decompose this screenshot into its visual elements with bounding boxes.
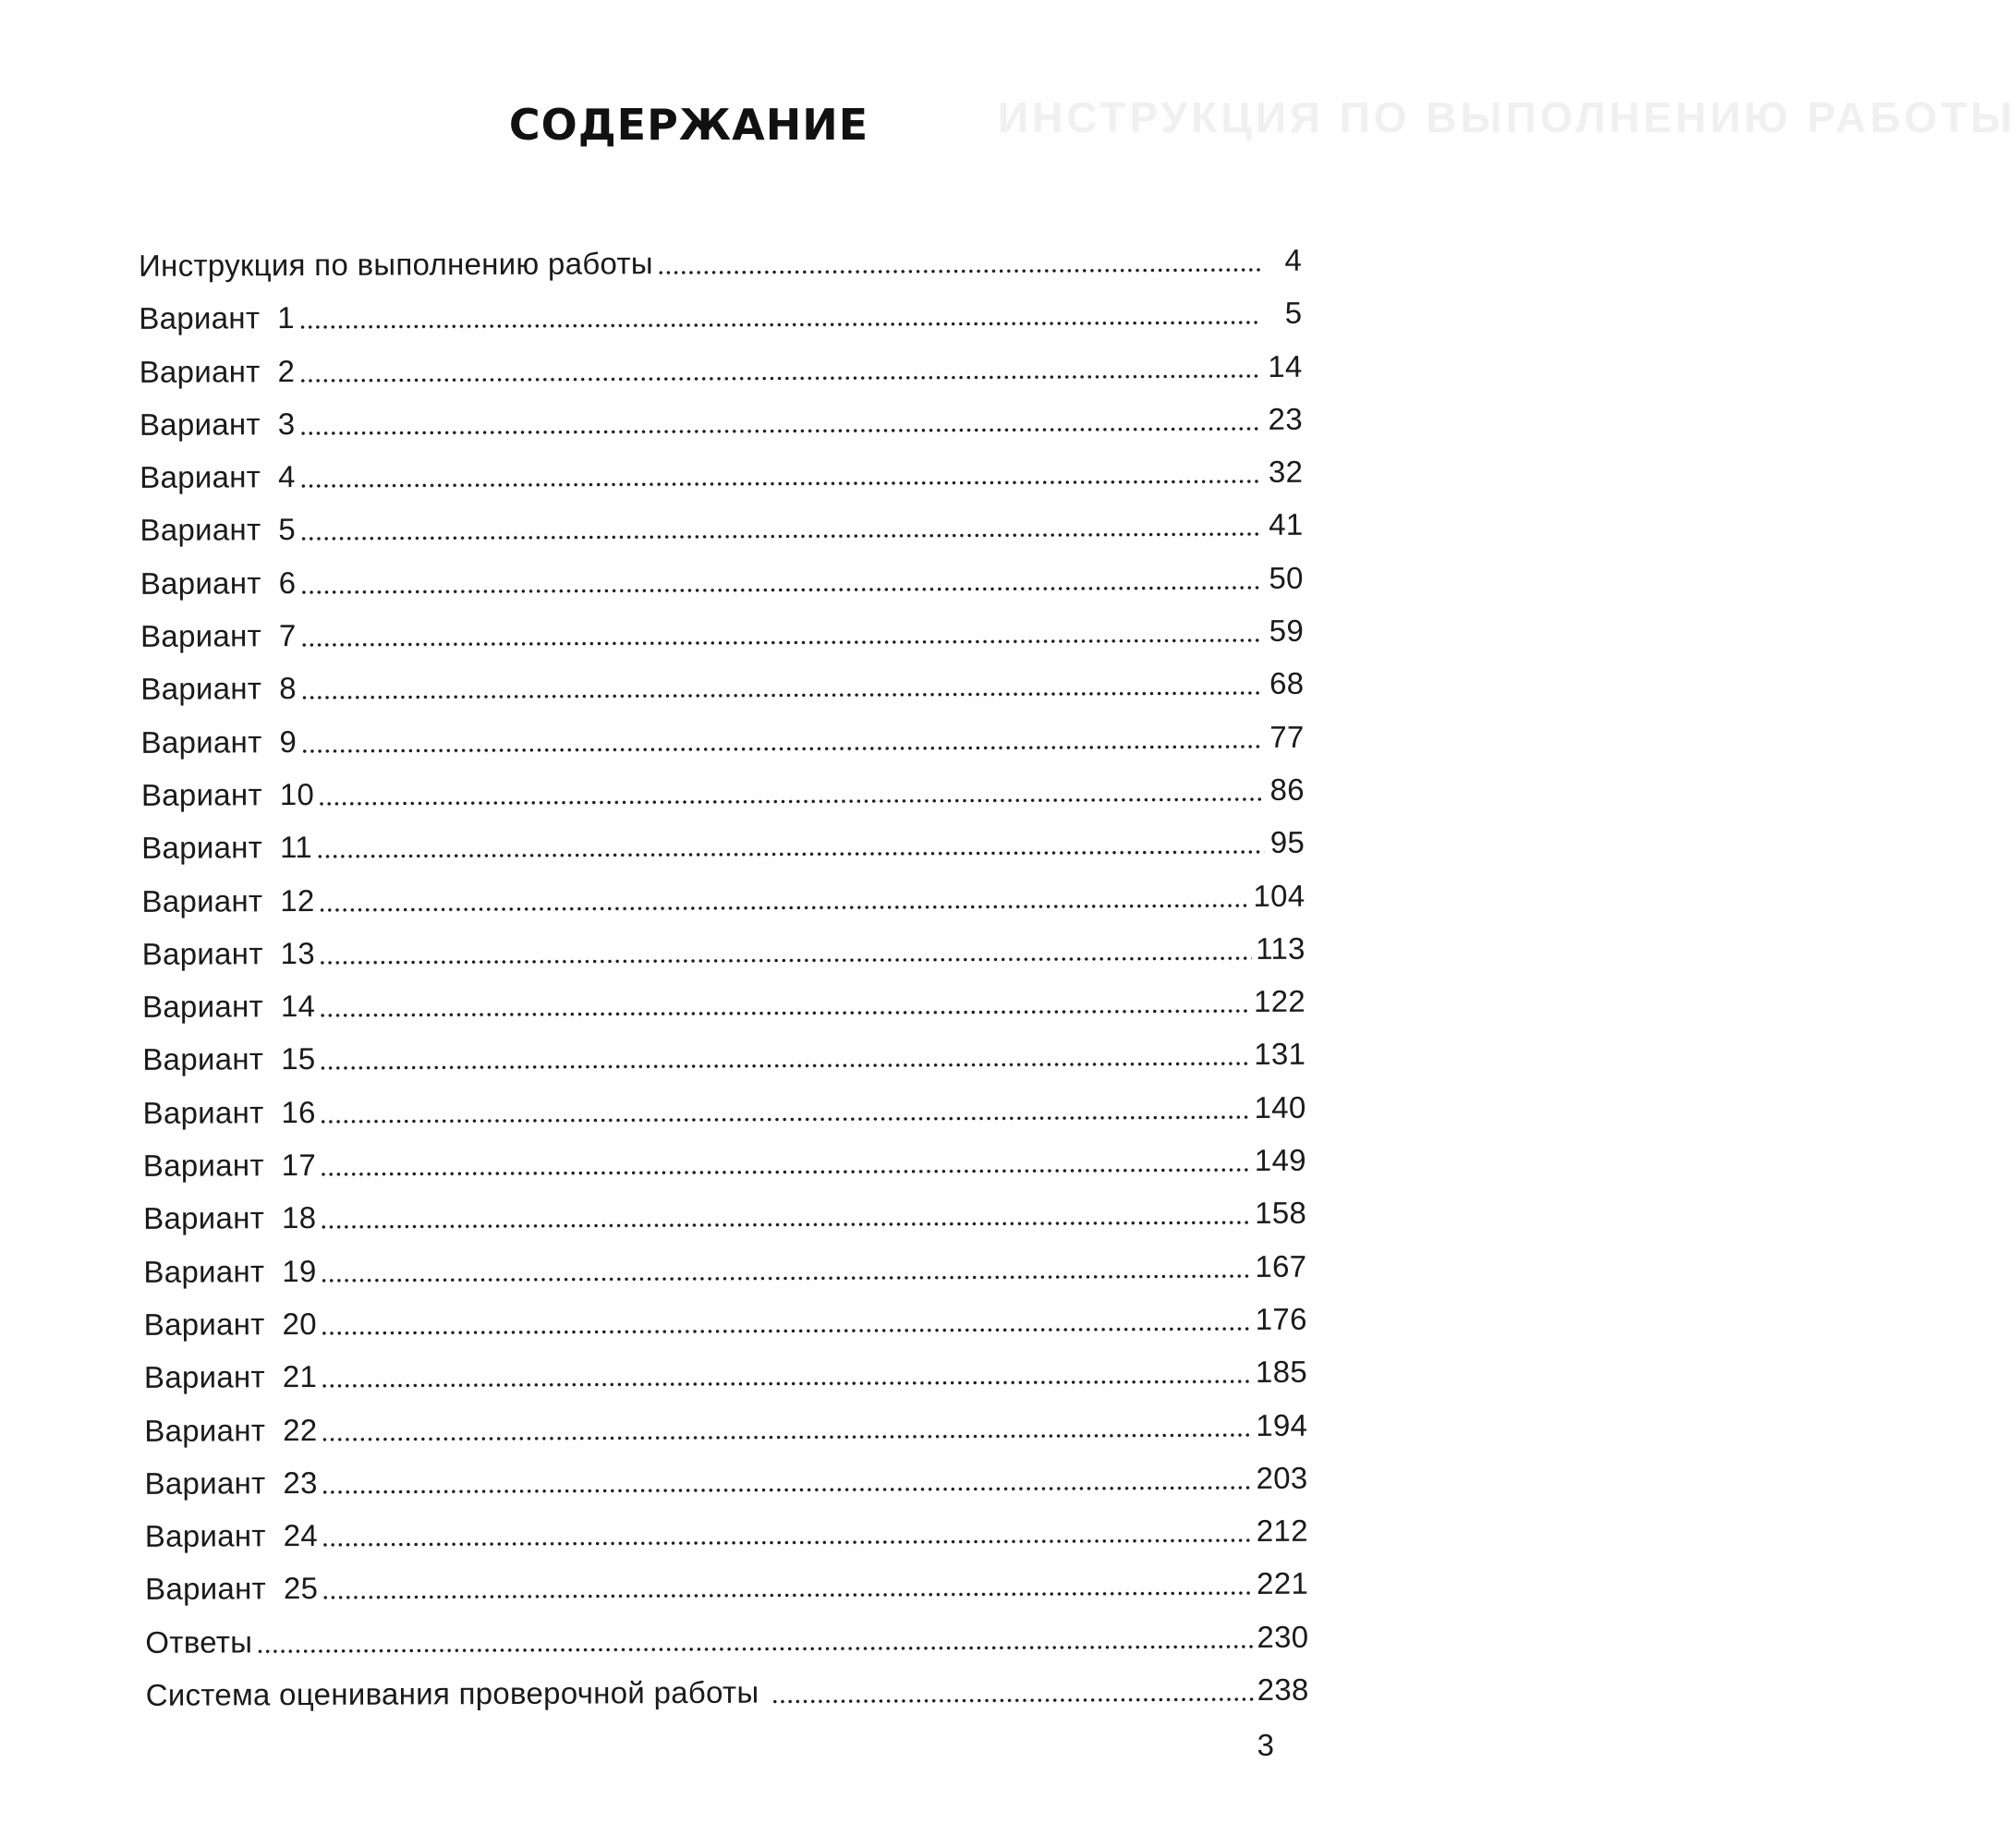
dot-leader: [299, 479, 1262, 489]
toc-entry-page: 122: [1253, 983, 1306, 1019]
toc-entry-page: 194: [1256, 1407, 1308, 1442]
toc-entry-label: Вариант 7: [140, 618, 297, 653]
toc-entry-label: Система оценивания проверочной работы: [145, 1674, 769, 1712]
dot-leader: [771, 1696, 1254, 1705]
toc-entry-label: Вариант 16: [142, 1094, 316, 1130]
dot-leader: [320, 1167, 1251, 1177]
toc-entry-label: Вариант 1: [139, 300, 296, 336]
toc-entry[interactable]: [5, 1142, 1382, 1202]
dot-leader: [316, 849, 1264, 859]
dot-leader: [320, 1061, 1251, 1071]
toc-entry-page: 50: [1269, 560, 1304, 595]
toc-entry-page: 95: [1269, 825, 1306, 860]
toc-entry[interactable]: [5, 1196, 1382, 1256]
toc-entry[interactable]: [4, 930, 1381, 991]
dot-leader: [300, 638, 1263, 648]
toc-entry[interactable]: [1, 507, 1378, 567]
toc-entry-page: 185: [1255, 1354, 1308, 1390]
toc-entry-page: 238: [1257, 1672, 1309, 1708]
toc-entry-label: Вариант 3: [139, 406, 296, 442]
page-title: СОДЕРЖАНИЕ: [508, 100, 869, 150]
toc-entry-page: 176: [1255, 1301, 1307, 1336]
dot-leader: [321, 1379, 1252, 1389]
toc-entry-page: 23: [1268, 401, 1304, 436]
dot-leader: [300, 744, 1263, 754]
toc-entry[interactable]: [6, 1407, 1383, 1467]
toc-entry-page: 77: [1269, 719, 1305, 754]
dot-leader: [300, 690, 1263, 700]
toc-entry-label: Вариант 10: [140, 776, 315, 812]
toc-entry[interactable]: [3, 825, 1380, 885]
dot-leader: [299, 531, 1262, 541]
toc-entry-label: Вариант 8: [140, 671, 297, 707]
toc-entry[interactable]: [1, 348, 1378, 408]
toc-entry-label: Вариант 13: [141, 935, 316, 971]
toc-entry-page: 149: [1254, 1142, 1306, 1178]
dot-leader: [321, 1326, 1252, 1336]
toc-entry-label: Вариант 17: [142, 1148, 317, 1183]
toc-entry-page: 167: [1255, 1248, 1307, 1283]
toc-entry-label: Вариант 24: [144, 1518, 319, 1554]
toc-entry-label: Вариант 4: [140, 459, 296, 495]
toc-entry-label: Вариант 18: [143, 1200, 317, 1236]
toc-entry-page: 203: [1256, 1460, 1308, 1495]
toc-entry[interactable]: [5, 1248, 1382, 1308]
toc-entry-page: 140: [1254, 1089, 1306, 1125]
dot-leader: [299, 426, 1262, 436]
toc-entry-page: 230: [1257, 1619, 1309, 1654]
toc-entry[interactable]: [4, 984, 1381, 1044]
toc-entry-page: 32: [1268, 454, 1304, 490]
toc-entry[interactable]: [7, 1672, 1385, 1732]
toc-entry[interactable]: [4, 1089, 1381, 1149]
toc-entry-label: Ответы: [145, 1624, 253, 1660]
toc-entry-label: Вариант 19: [143, 1253, 317, 1289]
dot-leader: [319, 955, 1252, 966]
toc-entry[interactable]: [4, 1037, 1381, 1097]
toc-entry[interactable]: [2, 666, 1379, 726]
dot-leader: [256, 1644, 1253, 1654]
toc-entry-page: 104: [1253, 878, 1306, 913]
toc-entry-label: Вариант 9: [140, 723, 298, 760]
toc-entry[interactable]: [2, 560, 1379, 620]
toc-entry-page: 86: [1269, 772, 1305, 807]
toc-entry-page: 4: [1284, 242, 1303, 277]
toc-entry-label: Вариант 11: [141, 830, 313, 866]
toc-entry[interactable]: [3, 878, 1380, 938]
toc-entry-label: Вариант 23: [144, 1465, 318, 1501]
dot-leader: [321, 1273, 1252, 1283]
toc-entry-page: 14: [1268, 348, 1303, 383]
dot-leader: [322, 1485, 1253, 1495]
toc-entry-label: Инструкция по выполнению работы: [139, 246, 653, 283]
toc-entry[interactable]: [6, 1460, 1383, 1520]
toc-entry-label: Вариант 25: [145, 1571, 319, 1607]
toc-entry-page: 68: [1269, 666, 1305, 701]
toc-entry-page: 221: [1257, 1566, 1309, 1601]
toc-entry[interactable]: [6, 1619, 1384, 1679]
dot-leader: [322, 1590, 1253, 1600]
toc-entry[interactable]: [2, 613, 1379, 673]
dot-leader: [319, 903, 1250, 913]
toc-entry-page: 5: [1284, 296, 1303, 331]
dot-leader: [319, 1008, 1250, 1018]
dot-leader: [298, 320, 1261, 330]
dot-leader: [320, 1220, 1251, 1230]
dot-leader: [322, 1538, 1253, 1548]
toc-entry-label: Вариант 15: [142, 1041, 316, 1077]
toc-entry[interactable]: [3, 772, 1380, 832]
toc-entry-page: 113: [1256, 930, 1306, 966]
toc-entry[interactable]: [1, 401, 1378, 461]
toc-entry[interactable]: [1, 455, 1378, 515]
table-of-contents: [0, 242, 1385, 1732]
toc-entry-page: 59: [1269, 613, 1305, 649]
toc-entry[interactable]: [0, 242, 1378, 302]
toc-entry-label: Вариант 22: [144, 1412, 318, 1448]
toc-entry-page: 212: [1256, 1513, 1308, 1549]
toc-entry[interactable]: [6, 1566, 1384, 1626]
toc-entry-label: Вариант 20: [143, 1306, 317, 1342]
dot-leader: [318, 796, 1264, 807]
toc-entry[interactable]: [6, 1301, 1383, 1361]
dot-leader: [298, 373, 1261, 383]
toc-entry-label: Вариант 21: [143, 1359, 318, 1395]
toc-entry[interactable]: [6, 1355, 1383, 1415]
toc-entry[interactable]: [0, 296, 1378, 356]
toc-entry-label: Вариант 12: [141, 882, 315, 918]
toc-entry[interactable]: [3, 719, 1380, 779]
toc-entry-label: Вариант 5: [140, 512, 297, 548]
toc-entry-page: 131: [1254, 1037, 1306, 1072]
toc-entry-label: Вариант 6: [140, 565, 297, 601]
dot-leader: [657, 267, 1261, 275]
page-number: 3: [1257, 1728, 1274, 1762]
toc-entry[interactable]: [6, 1513, 1384, 1573]
toc-entry-page: 41: [1269, 507, 1304, 542]
dot-leader: [320, 1114, 1251, 1125]
dot-leader: [299, 585, 1262, 595]
toc-entry-label: Вариант 2: [139, 353, 296, 389]
toc-entry-page: 158: [1255, 1196, 1307, 1231]
toc-entry-label: Вариант 14: [141, 989, 316, 1025]
bleed-through-shadow: ИНСТРУКЦИЯ ПО ВЫПОЛНЕНИЮ РАБОТЫ: [998, 93, 2016, 141]
dot-leader: [321, 1432, 1252, 1442]
